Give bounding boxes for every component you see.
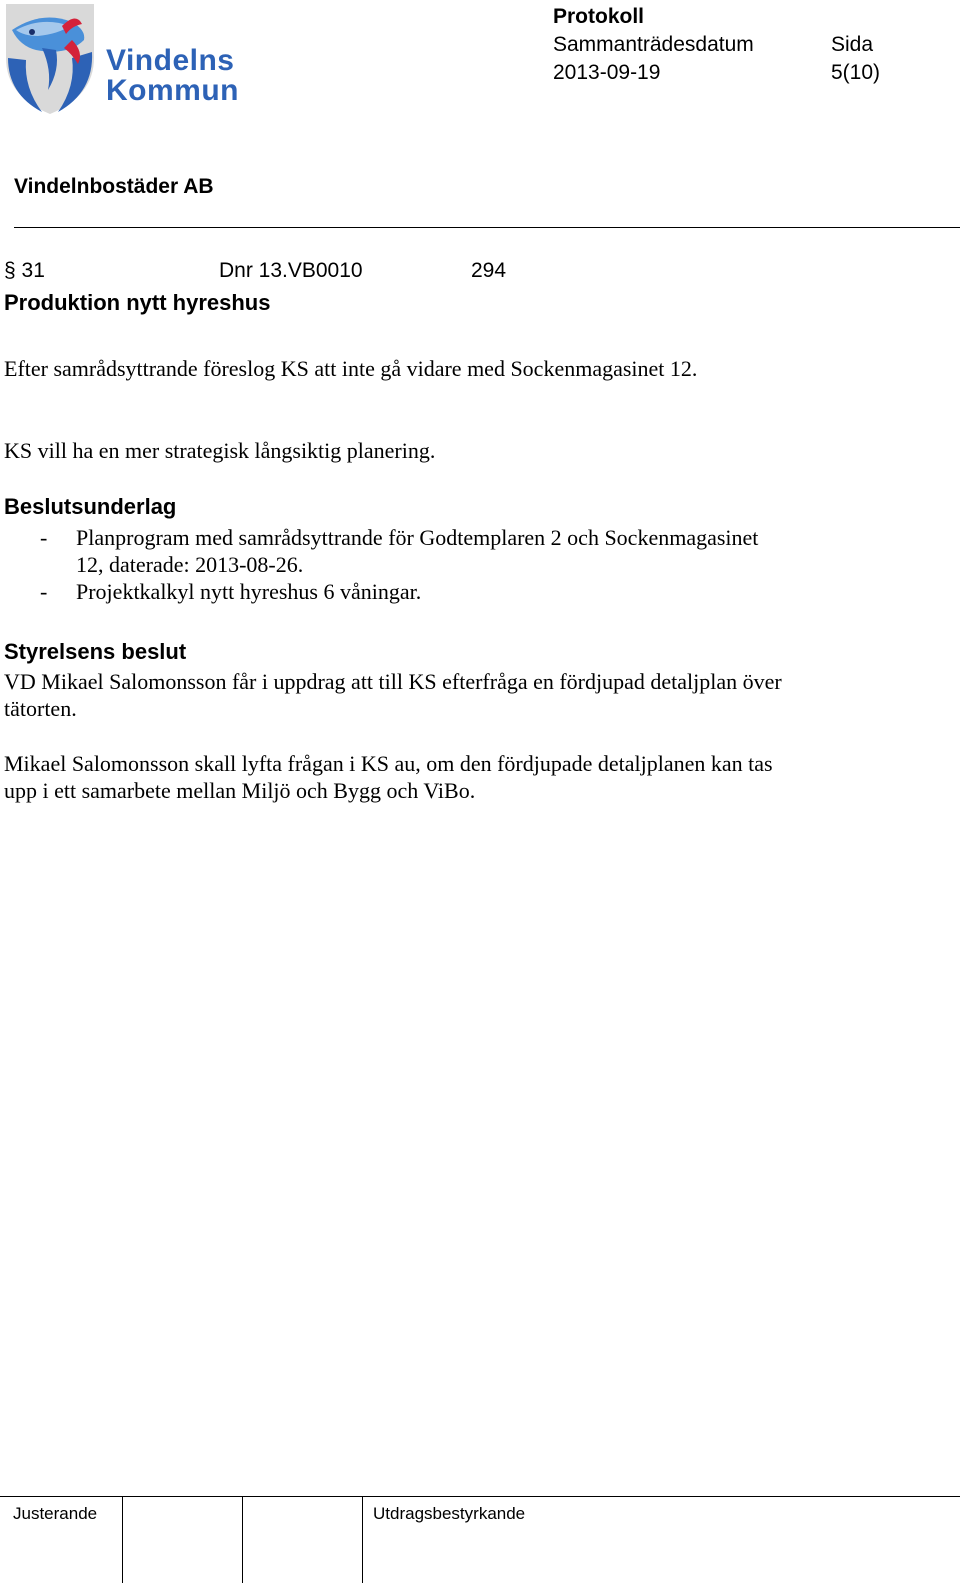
intro-paragraph-1: Efter samrådsyttrande föreslog KS att inte gå vidare med Sockenmagasinet 12. bbox=[4, 356, 698, 381]
header-divider bbox=[14, 227, 960, 228]
decision-paragraph-2: Mikael Salomonsson skall lyfta frågan i KS au, om den fördjupade detaljplanen kan tas upp i ett samarbete mellan Miljö och Bygg och ViBo. bbox=[4, 751, 773, 803]
board-decision-heading: Styrelsens beslut bbox=[4, 639, 187, 664]
list-item bbox=[4, 524, 784, 578]
page-number: 5(10) bbox=[831, 61, 881, 84]
justerande-label: Justerande bbox=[13, 1504, 98, 1523]
logo-line-2: Kommun bbox=[106, 74, 239, 107]
fish-crest-icon bbox=[2, 0, 98, 116]
logo-line-1: Vindelns bbox=[106, 44, 235, 77]
case-number: 294 bbox=[471, 259, 507, 282]
section-number: § 31 bbox=[4, 259, 45, 282]
utdragsbestyrkande-label: Utdragsbestyrkande bbox=[373, 1504, 526, 1523]
signature-cell bbox=[123, 1497, 243, 1583]
bullet-dash: - bbox=[40, 579, 48, 604]
document-type: Protokoll bbox=[553, 5, 645, 28]
decision-paragraph-1: VD Mikael Salomonsson får i uppdrag att till KS efterfråga en fördjupad detaljplan över tätorten. bbox=[4, 669, 782, 721]
meeting-date-label: Sammanträdesdatum bbox=[553, 33, 754, 56]
intro-paragraph-2: KS vill ha en mer strategisk långsiktig planering. bbox=[4, 438, 436, 463]
decision-basis-heading: Beslutsunderlag bbox=[4, 494, 177, 519]
municipality-logo bbox=[2, 0, 247, 118]
section-title: Produktion nytt hyreshus bbox=[4, 290, 271, 315]
decision-basis-list bbox=[4, 524, 784, 605]
meeting-date-value: 2013-09-19 bbox=[553, 61, 661, 84]
organization-name: Vindelnbostäder AB bbox=[14, 175, 214, 198]
signature-cell bbox=[243, 1497, 363, 1583]
list-item bbox=[4, 578, 784, 605]
page-label: Sida bbox=[831, 33, 874, 56]
diary-number: Dnr 13.VB0010 bbox=[219, 259, 363, 282]
list-item-text: Projektkalkyl nytt hyreshus 6 våningar. bbox=[76, 579, 422, 604]
list-item-text: Planprogram med samrådsyttrande för Godtemplaren 2 och Sockenmagasinet 12, daterade: 2013-08-26. bbox=[76, 525, 759, 577]
bullet-dash: - bbox=[40, 525, 48, 550]
